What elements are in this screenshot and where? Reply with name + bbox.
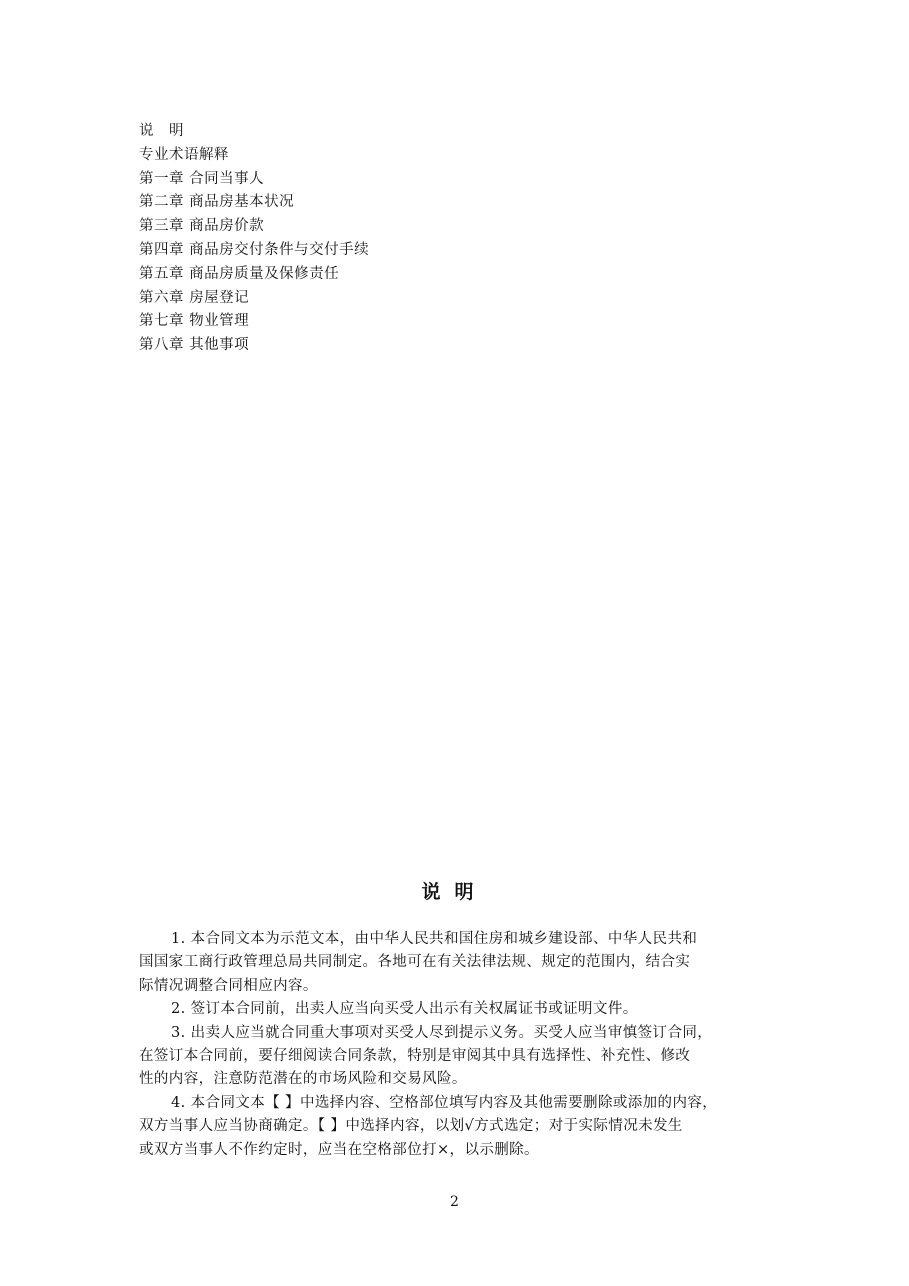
toc-item-chapter-8: 第八章 其他事项 bbox=[139, 337, 250, 354]
toc-item-chapter-6: 第六章 房屋登记 bbox=[139, 289, 250, 306]
paragraph-3-line-2: 在签订本合同前，要仔细阅读合同条款，特别是审阅其中具有选择性、补充性、修改 bbox=[139, 1047, 691, 1064]
paragraph-3-line-1: 3. 出卖人应当就合同重大事项对买受人尽到提示义务。买受人应当审慎签订合同， bbox=[171, 1024, 713, 1041]
paragraph-1-line-2: 国国家工商行政管理总局共同制定。各地可在有关法律法规、规定的范围内，结合实 bbox=[139, 954, 691, 971]
table-of-contents bbox=[139, 120, 369, 358]
paragraph-4-line-2: 双方当事人应当协商确定。【 】中选择内容，以划√方式选定；对于实际情况未发生 bbox=[139, 1118, 683, 1135]
toc-item-chapter-7: 第七章 物业管理 bbox=[139, 313, 250, 330]
paragraph-3-line-3: 性的内容，注意防范潜在的市场风险和交易风险。 bbox=[139, 1071, 467, 1088]
section-title: 说明 bbox=[421, 881, 488, 903]
page-number: 2 bbox=[450, 1194, 459, 1210]
toc-item-preface: 说 明 bbox=[139, 123, 184, 139]
paragraph-2-line-1: 2. 签订本合同前，出卖人应当向买受人出示有关权属证书或证明文件。 bbox=[171, 1001, 638, 1018]
section-body bbox=[139, 928, 773, 1162]
paragraph-4-line-3: 或双方当事人不作约定时，应当在空格部位打×，以示删除。 bbox=[139, 1141, 539, 1158]
toc-item-chapter-3: 第三章 商品房价款 bbox=[139, 218, 265, 235]
toc-item-chapter-5: 第五章 商品房质量及保修责任 bbox=[139, 265, 340, 282]
paragraph-4-line-1: 4. 本合同文本【 】中选择内容、空格部位填写内容及其他需要删除或添加的内容， bbox=[171, 1094, 718, 1111]
toc-item-chapter-2: 第二章 商品房基本状况 bbox=[139, 194, 295, 211]
toc-item-terms: 专业术语解释 bbox=[139, 146, 229, 163]
toc-item-chapter-4: 第四章 商品房交付条件与交付手续 bbox=[139, 241, 370, 258]
paragraph-1-line-1: 1. 本合同文本为示范文本，由中华人民共和国住房和城乡建设部、中华人民共和 bbox=[171, 931, 698, 947]
paragraph-1-line-3: 际情况调整合同相应内容。 bbox=[139, 977, 318, 994]
toc-item-chapter-1: 第一章 合同当事人 bbox=[139, 170, 265, 187]
